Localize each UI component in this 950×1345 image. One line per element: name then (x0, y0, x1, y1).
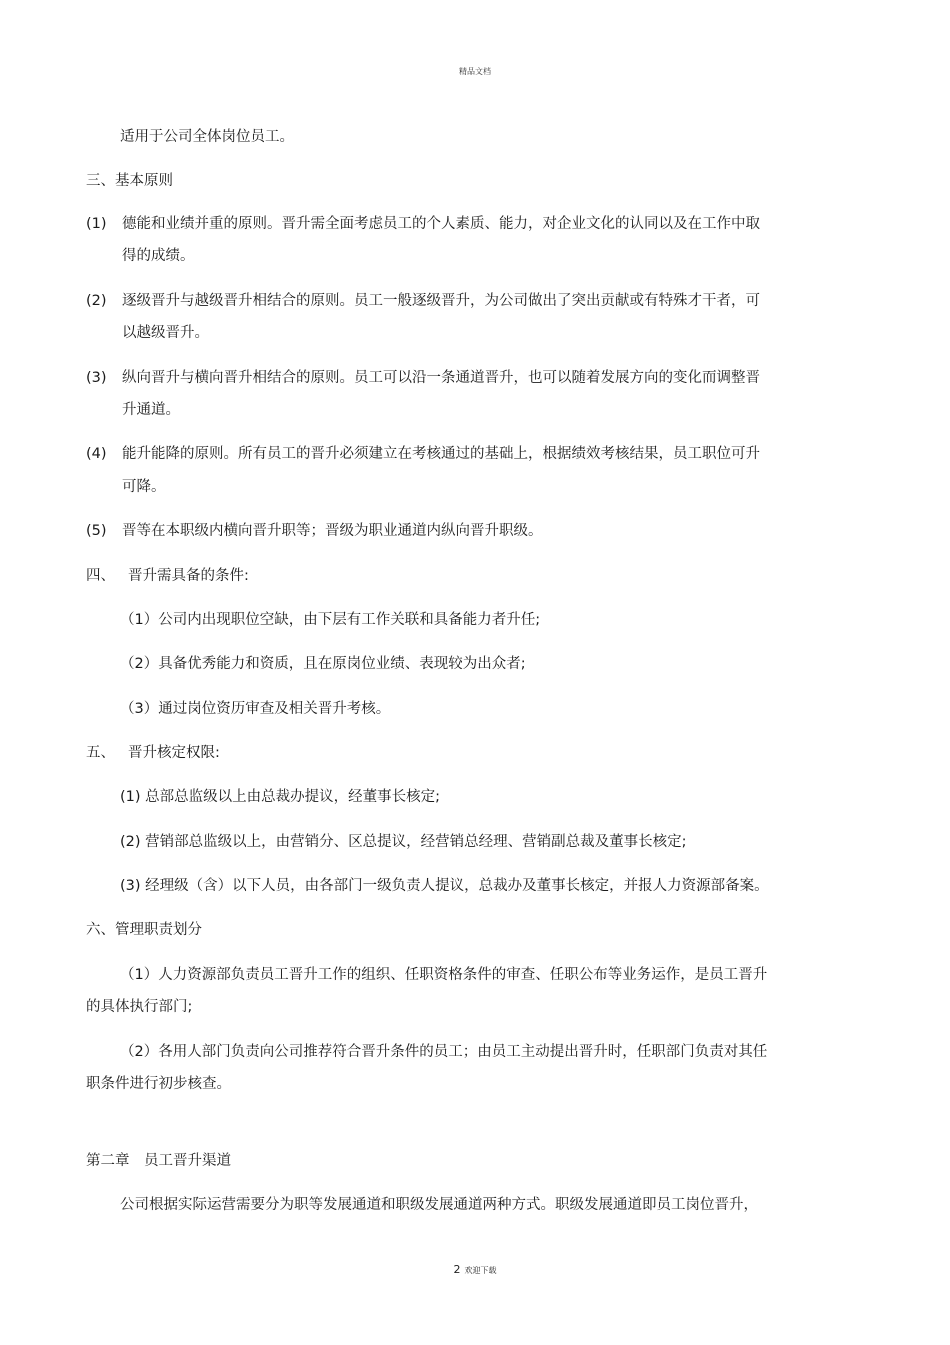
item-text: 能升能降的原则。所有员工的晋升必须建立在考核通过的基础上，根据绩效考核结果，员工职位可升 (122, 446, 760, 462)
list-item: (3) 经理级（含）以下人员，由各部门一级负责人提议，总裁办及董事长核定，并报人力资源部备案。 (120, 878, 769, 894)
item-text: 德能和业绩并重的原则。晋升需全面考虑员工的个人素质、能力，对企业文化的认同以及在工作中取 (122, 216, 760, 232)
section-5-heading (86, 743, 220, 763)
item-number: (5) (86, 523, 107, 539)
list-item (86, 368, 760, 388)
paragraph-line: 职条件进行初步核查。 (86, 1076, 231, 1092)
paragraph-line: 的具体执行部门; (86, 999, 193, 1015)
paragraph-line: （1）人力资源部负责员工晋升工作的组织、任职资格条件的审查、任职公布等业务运作，是员工晋升 (120, 967, 768, 983)
list-item: (2) 营销部总监级以上，由营销分、区总提议，经营销总经理、营销副总裁及董事长核定; (120, 834, 687, 850)
paragraph-line: （2）各用人部门负责向公司推荐符合晋升条件的员工；由员工主动提出晋升时，任职部门负责对其任 (120, 1044, 768, 1060)
list-item (86, 521, 543, 541)
list-item (86, 291, 760, 311)
list-item: (1) 总部总监级以上由总裁办提议，经董事长核定; (120, 789, 441, 805)
section-title: 晋升需具备的条件: (128, 568, 249, 584)
list-item: （3）通过岗位资历审查及相关晋升考核。 (120, 701, 391, 717)
section-number: 四、 (86, 568, 115, 584)
item-text: 晋等在本职级内横向晋升职等；晋级为职业通道内纵向晋升职级。 (122, 523, 543, 539)
list-item (86, 214, 760, 234)
page-footer (0, 1258, 950, 1277)
list-item: （1）公司内出现职位空缺，由下层有工作关联和具备能力者升任; (120, 612, 541, 628)
list-item (86, 444, 760, 464)
item-text: 纵向晋升与横向晋升相结合的原则。员工可以沿一条通道晋升，也可以随着发展方向的变化而调整晋 (122, 370, 760, 386)
item-number: (1) (86, 216, 107, 232)
item-continuation: 升通道。 (122, 402, 180, 418)
chapter-paragraph: 公司根据实际运营需要分为职等发展通道和职级发展通道两种方式。职级发展通道即员工岗位晋升， (120, 1197, 758, 1213)
item-continuation: 以越级晋升。 (122, 325, 209, 341)
section-6-heading: 六、管理职责划分 (86, 922, 202, 938)
item-number: (3) (86, 370, 107, 386)
section-title: 晋升核定权限: (128, 745, 220, 761)
list-item: （2）具备优秀能力和资质，且在原岗位业绩、表现较为出众者; (120, 656, 526, 672)
item-text: 逐级晋升与越级晋升相结合的原则。员工一般逐级晋升，为公司做出了突出贡献或有特殊才干者，可 (122, 293, 760, 309)
section-4-heading (86, 566, 249, 586)
page-header: 精品文档 (459, 67, 491, 76)
item-number: (4) (86, 446, 107, 462)
section-3-heading: 三、基本原则 (86, 173, 173, 189)
item-continuation: 可降。 (122, 479, 166, 495)
section-number: 五、 (86, 745, 115, 761)
footer-note: 欢迎下载 (464, 1266, 497, 1275)
chapter-heading: 第二章 员工晋升渠道 (86, 1153, 231, 1169)
item-continuation: 得的成绩。 (122, 248, 195, 264)
page-number: 2 (453, 1263, 461, 1276)
intro-paragraph: 适用于公司全体岗位员工。 (120, 129, 294, 145)
item-number: (2) (86, 293, 107, 309)
